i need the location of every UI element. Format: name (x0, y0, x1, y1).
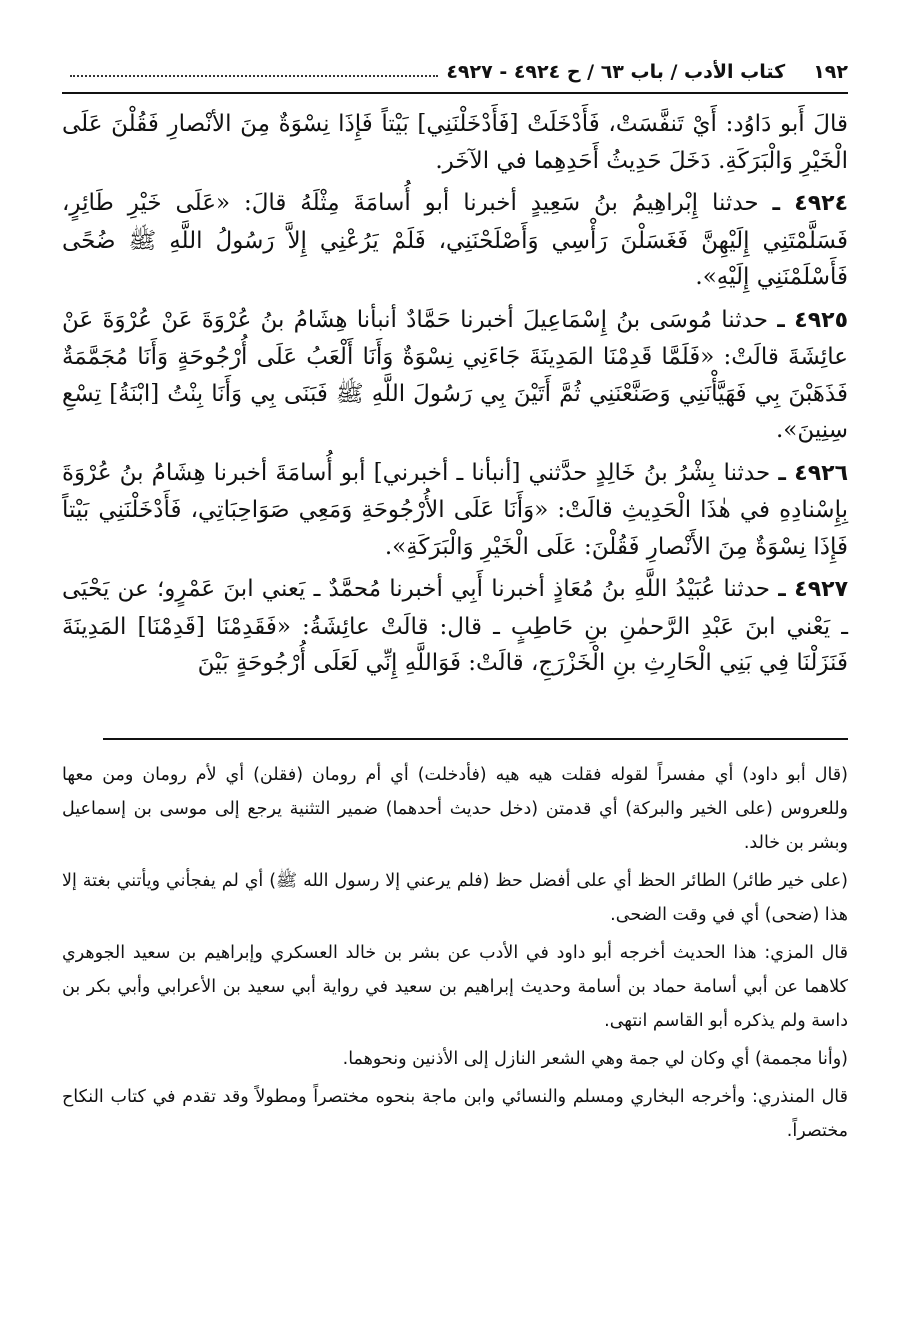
commentary-paragraph: (وأنا مجممة) أي وكان لي جمة وهي الشعر النازل إلى الأذنين ونحوهما. (342, 1048, 848, 1069)
hadith-paragraph (62, 185, 848, 296)
commentary (62, 758, 848, 1148)
hadith-text-body: حدثنا عُبَيْدُ اللَّهِ بنُ مُعَاذٍ أخبرنا أَبِي أخبرنا مُحمَّدٌ ـ يَعني ابنَ عَمْرٍو؛ عن يَحْيَى ـ يَعْني ابنَ عَبْدِ الرَّحمٰنِ بنِ حَاطِبٍ ـ قال: قالَتْ عائِشَةُ: «فَقَدِمْنَا [قَدِمْنَا] المَدِينَةَ فَنَزَلْنَا فِي بَنِي الْحَارِثِ بنِ الْخَزْرَجِ، قالَتْ: فَوَاللَّهِ إِنِّي لَعَلَى أُرْجُوحَةٍ بَيْنَ (62, 576, 848, 676)
hadith-text-body: حدثنا بِشْرُ بنُ خَالِدٍ حدَّثني [أنبأنا ـ أخبرني] أبو أُسامَةَ أخبرنا هِشَامُ بنُ عُرْوَةَ بِإِسْنادِهِ في هٰذَا الْحَدِيثِ قالَتْ: «وَأَنَا عَلَى الأُرْجُوحَةِ وَمَعِي صَوَاحِبَاتِي، فَأَدْخَلْنَنِي بَيْتاً فَإِذَا نِسْوَةٌ مِنَ الأَنْصارِ فَقُلْنَ: عَلَى الْخَيْرِ وَالْبَرَكَةِ». (62, 459, 848, 560)
commentary-paragraph: (قال أبو داود) أي مفسراً لقوله فقلت هيه هيه (فأدخلت) أي أم رومان (فقلن) أي لأم رومان ومن معها وللعروس (على الخير والبركة) أي قدمتن (دخل حديث أحدهما) ضمير التثنية يرجع إلى موسى بن إسماعيل وبشر بن خالد. (62, 764, 848, 853)
hadith-text (62, 106, 848, 682)
hadith-paragraph (62, 106, 848, 179)
page-header (62, 52, 848, 94)
page-number: ١٩٢ (813, 61, 848, 83)
commentary-paragraph: قال المنذري: وأخرجه البخاري ومسلم والنسائي وابن ماجة بنحوه مختصراً ومطولاً وقد تقدم في كتاب النكاح مختصراً. (62, 1086, 848, 1141)
footnote-separator (103, 738, 848, 740)
hadith-text-body: قالَ أَبو دَاوُد: أَيْ تَنفَّسَتْ، فَأَدْخَلَتْ [فَأَدْخَلْنَنِي] بَيْتاً فَإِذَا نِسْوَةٌ مِنَ الأنْصارِ فَقُلْنَ عَلَى الْخَيْرِ وَالْبَرَكَةِ. دَخَلَ حَدِيثُ أَحَدِهِما في الآخَر. (62, 111, 848, 174)
header-leader-dots (70, 75, 438, 77)
hadith-paragraph (62, 571, 848, 682)
commentary-paragraph: قال المزي: هذا الحديث أخرجه أبو داود في الأدب عن بشر بن خالد العسكري وإبراهيم بن سعيد الجوهري كلاهما عن أبي أسامة حماد بن أسامة وحديث إبراهيم بن سعيد في رواية أبي سعيد بن الأعرابي وأبي بكر بن داسة ولم يذكره أبو القاسم انتهى. (62, 942, 848, 1031)
hadith-paragraph (62, 302, 848, 449)
hadith-number: ٤٩٢٥ ـ (777, 307, 849, 333)
running-title: كتاب الأدب / باب ٦٣ / ح ٤٩٢٤ - ٤٩٢٧ (446, 61, 786, 83)
commentary-paragraph: (على خير طائر) الطائر الحظ أي على أفضل حظ (فلم يرعني إلا رسول الله ﷺ) أي لم يفجأني ويأتني بغتة إلا هذا (ضحى) أي في وقت الضحى. (62, 870, 848, 925)
hadith-number: ٤٩٢٦ ـ (778, 460, 848, 486)
hadith-number: ٤٩٢٤ ـ (772, 191, 848, 216)
hadith-paragraph (62, 455, 848, 566)
hadith-number: ٤٩٢٧ ـ (778, 577, 849, 602)
hadith-text-body: حدثنا مُوسَى بنُ إِسْمَاعِيلَ أخبرنا حَمَّادٌ أنبأنا هِشَامُ بنُ عُرْوَةَ عَنْ عُرْوَةَ عَنْ عائِشَةَ قالَتْ: «فَلَمَّا قَدِمْنَا المَدِينَةَ جَاءَنِي نِسْوَةٌ وَأَنَا أَلْعَبُ عَلَى أُرْجُوحَةٍ وَأَنَا مُجَمَّمَةٌ فَذَهَبْنَ بِي فَهَيَّأْنَنِي وَصَنَّعْنَنِي ثُمَّ أَتَيْنَ بِي رَسُولَ اللَّهِ ﷺ فَبَنَى بِي وَأَنَا بِنْتُ [ابْنَةُ] تِسْعِ سِنِينَ». (62, 306, 848, 443)
hadith-text-body: حدثنا إِبْراهِيمُ بنُ سَعِيدٍ أخبرنا أبو أُسامَةَ مِثْلَهُ قالَ: «عَلَى خَيْرِ طَائِرٍ، فَسَلَّمْتَنِي إِلَيْهِنَّ فَغَسَلْنَ رَأْسِي وَأَصْلَحْنَنِي، فَلَمْ يَرُعْنِي إِلاَّ رَسُولُ اللَّهِ ﷺ ضُحًى فَأَسْلَمْنَنِي إِلَيْهِ». (62, 190, 848, 290)
